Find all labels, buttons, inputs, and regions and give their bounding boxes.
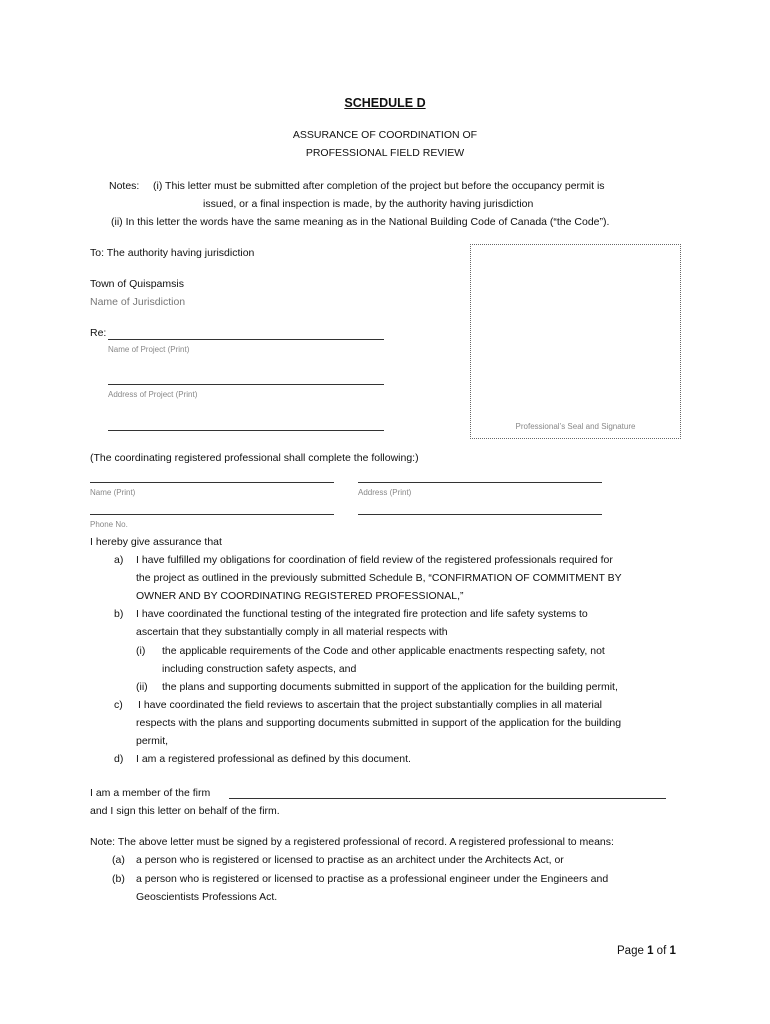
subtitle-line-1: ASSURANCE OF COORDINATION OF [292,129,478,141]
item-a-marker: a) [114,554,124,566]
phone-caption: Phone No. [90,520,128,529]
address-field[interactable] [358,482,602,483]
page-label: Page [617,945,644,957]
notes-label: Notes: [109,180,140,192]
note-ii: (ii) In this letter the words have the same meaning as in the National Building Code of Canada (“the Code”). [111,216,610,228]
seal-signature-box[interactable] [470,244,681,439]
note-bottom: Note: The above letter must be signed by a registered professional of record. A registered professional to means: [90,836,614,848]
project-address-field[interactable] [108,384,384,385]
project-name-caption: Name of Project (Print) [108,345,190,354]
item-bi-line-2: including construction safety aspects, and [162,663,357,675]
item-c-line-1: I have coordinated the field reviews to ascertain that the project substantially complies in all material [138,699,602,711]
note-i-line-1: (i) This letter must be submitted after completion of the project but before the occupancy permit is [153,180,605,192]
item-c-line-2: respects with the plans and supporting documents submitted in support of the application for the building [136,717,622,729]
note-a-marker: (a) [112,854,125,866]
of-label: of [656,945,667,957]
jurisdiction-value: Town of Quispamsis [90,278,184,290]
item-bii-line-1: the plans and supporting documents submitted in support of the application for the building permit, [162,681,618,693]
document-title: SCHEDULE D [344,96,426,110]
item-bi-line-1: the applicable requirements of the Code and other applicable enactments respecting safety, not [162,645,605,657]
to-line: To: The authority having jurisdiction [90,247,255,259]
coordinator-intro: (The coordinating registered professional shall complete the following:) [90,452,419,464]
sign-line: and I sign this letter on behalf of the firm. [90,805,280,817]
note-b-line-1: a person who is registered or licensed to practise as a professional engineer under the Engineers and [136,873,609,885]
re-label: Re: [90,327,107,339]
item-a-line-1: I have fulfilled my obligations for coordination of field review of the registered professionals required for [136,554,613,566]
name-field[interactable] [90,482,334,483]
item-c-marker: c) [114,699,123,711]
item-c-line-3: permit, [136,735,169,747]
note-i-line-2: issued, or a final inspection is made, by the authority having jurisdiction [203,198,534,210]
firm-line-label: I am a member of the firm [90,787,211,799]
item-d-marker: d) [114,753,124,765]
item-b-line-2: ascertain that they substantially comply in all material respects with [136,626,448,638]
page-number: 1 [647,945,654,957]
name-caption: Name (Print) [90,488,136,497]
page-total: 1 [669,945,676,957]
project-address-caption: Address of Project (Print) [108,390,198,399]
item-bii-marker: (ii) [136,681,148,693]
note-b-marker: (b) [112,873,125,885]
item-b-line-1: I have coordinated the functional testing of the integrated fire protection and life safety systems to [136,608,588,620]
extra-field[interactable] [358,514,602,515]
item-a-line-2: the project as outlined in the previously submitted Schedule B, “CONFIRMATION OF COMMITMENT BY [136,572,622,584]
project-name-field[interactable] [108,339,384,340]
project-address-field-2[interactable] [108,430,384,431]
item-a-line-3: OWNER AND BY COORDINATING REGISTERED PROFESSIONAL,” [136,590,464,602]
page-footer [617,945,676,957]
note-b-line-2: Geoscientists Professions Act. [136,891,278,903]
subtitle-line-2: PROFESSIONAL FIELD REVIEW [305,147,465,159]
note-a-text: a person who is registered or licensed to practise as an architect under the Architects Act, or [136,854,564,866]
assurance-intro: I hereby give assurance that [90,536,222,548]
phone-field[interactable] [90,514,334,515]
item-bi-marker: (i) [136,645,146,657]
item-d-line-1: I am a registered professional as defined by this document. [136,753,411,765]
firm-name-field[interactable] [229,798,666,799]
address-caption: Address (Print) [358,488,412,497]
jurisdiction-caption: Name of Jurisdiction [90,296,186,308]
seal-caption: Professional’s Seal and Signature [515,422,636,431]
item-b-marker: b) [114,608,124,620]
